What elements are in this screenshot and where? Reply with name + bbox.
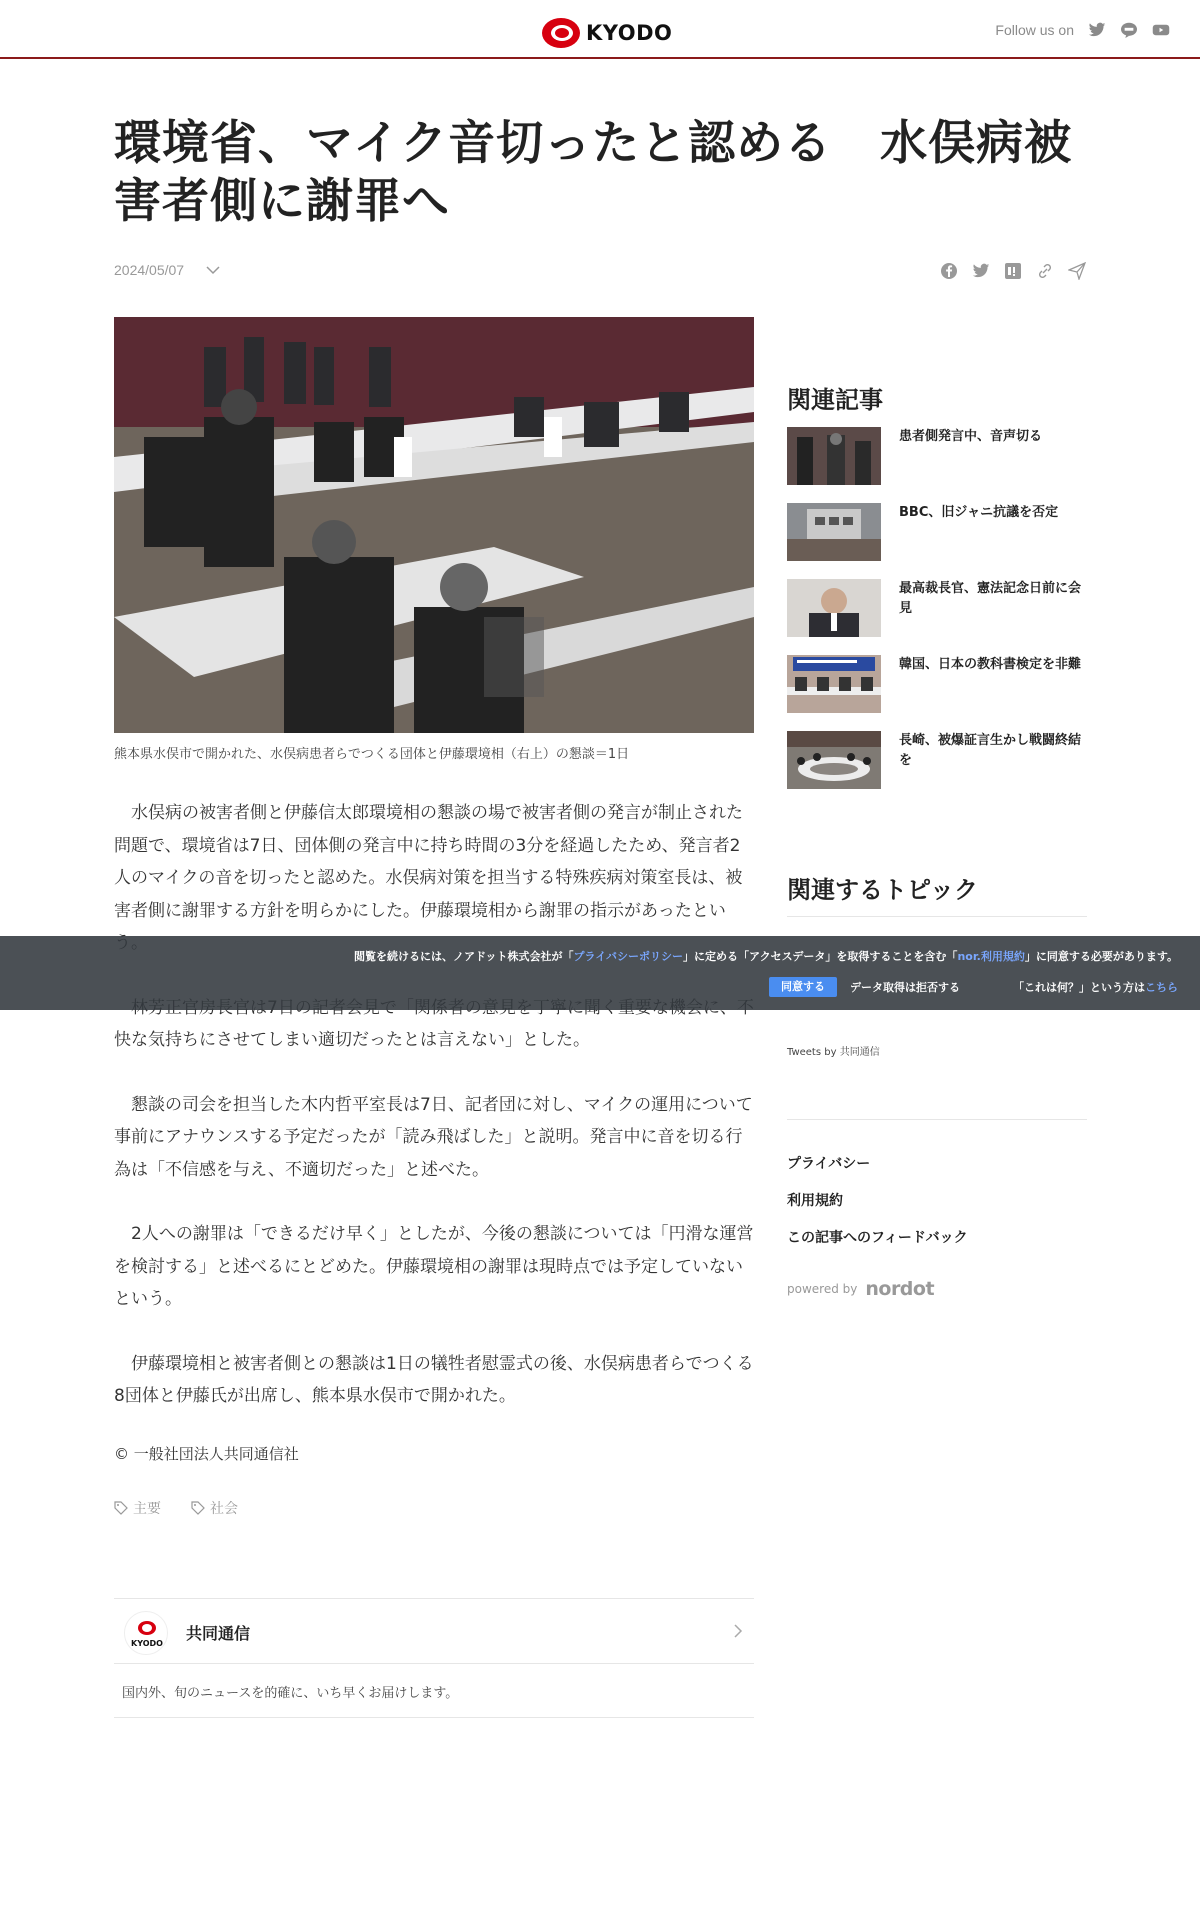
tag-list	[114, 1498, 238, 1518]
article-body	[114, 797, 754, 1445]
article-paragraph: 懇談の司会を担当した木内哲平室長は7日、記者団に対し、マイクの運用について事前にアナウンスする予定だったが「読み飛ばした」と説明。発言中に音を切る行為は「不信感を与え、不適切だった」と述べた。	[114, 1094, 753, 1180]
related-article[interactable]	[787, 503, 1087, 561]
publisher-description: 国内外、旬のニュースを的確に、いち早くお届けします。	[122, 1686, 459, 1701]
refuse-button[interactable]: データ取得は拒否する	[850, 981, 960, 994]
related-title: 長崎、被爆証言生かし戦闘終結を	[899, 733, 1082, 768]
link-icon[interactable]	[1036, 262, 1054, 280]
tag-item[interactable]	[114, 1498, 161, 1518]
article-title: 環境省、マイク音切ったと認める 水俣病被害者側に謝罪へ	[114, 116, 1073, 229]
tag-icon	[191, 1501, 205, 1515]
publisher-logo-text: KYODO	[131, 1639, 163, 1648]
powered-by-label: powered by	[787, 1282, 858, 1296]
follow-us	[995, 22, 1170, 38]
article-paragraph: 伊藤環境相と被害者側との懇談は1日の犠牲者慰霊式の後、水俣病患者らでつくる8団体と伊藤氏が出席し、熊本県水俣市で開かれた。	[114, 1353, 754, 1406]
agree-button[interactable]: 同意する	[769, 977, 837, 997]
kyodo-logo[interactable]	[542, 17, 672, 49]
related-title: 最高裁長官、憲法記念日前に会見	[899, 581, 1082, 616]
tag-label: 主要	[133, 1501, 161, 1517]
youtube-icon[interactable]	[1152, 22, 1170, 38]
related-article[interactable]	[787, 427, 1087, 485]
consent-message	[354, 948, 1178, 964]
kyodo-logo-icon	[542, 18, 580, 48]
what-link[interactable]: こちら	[1145, 981, 1178, 994]
feedback-link[interactable]: この記事へのフィードバック	[787, 1230, 968, 1246]
follow-label: Follow us on	[995, 22, 1074, 38]
site-header	[0, 0, 1200, 59]
related-title: 患者側発言中、音声切る	[899, 429, 1043, 444]
related-thumbnail	[787, 731, 881, 789]
related-title: BBC、旧ジャニ抗議を否定	[899, 505, 1059, 520]
copyright: © 一般社団法人共同通信社	[114, 1445, 299, 1463]
what-is-this	[1013, 979, 1178, 995]
article-paragraph: 2人への謝罪は「できるだけ早く」としたが、今後の懇談については「円滑な運営を検討する」と述べるにとどめた。伊藤環境相の謝罪は現時点では予定していないという。	[114, 1224, 754, 1309]
line-icon[interactable]	[1120, 22, 1138, 38]
related-thumbnail	[787, 655, 881, 713]
publisher-logo	[124, 1611, 168, 1655]
publisher-link[interactable]	[114, 1599, 754, 1664]
logo-text: KYODO	[586, 21, 673, 45]
article-paragraph: 水俣病の被害者側と伊藤信太郎環境相の懇談の場で被害者側の発言が制止された問題で、環境省は7日、団体側の発言中に持ち時間の3分を経過したため、発言者2人のマイクの音を切ったと認めた。水俣病対策を担当する特殊疾病対策室長は、被害者側に謝罪する方針を明らかにした。伊藤環境相から謝罪の指示があったとい	[114, 803, 743, 921]
chevron-right-icon	[732, 1621, 744, 1641]
article-photo	[114, 317, 754, 733]
related-articles-heading: 関連記事	[787, 386, 883, 414]
article-paragraph: 快な気持ちにさせてしまい適切だったとは言えない」とした。	[114, 1030, 590, 1050]
facebook-icon[interactable]	[940, 262, 958, 280]
tag-item[interactable]	[191, 1498, 238, 1518]
chevron-down-icon[interactable]	[206, 262, 220, 278]
consent-text: 」に同意する必要があります。	[1024, 950, 1178, 963]
article-date: 2024/05/07	[114, 262, 185, 278]
related-article[interactable]	[787, 731, 1087, 789]
twitter-icon[interactable]	[1088, 22, 1106, 38]
related-topics-heading: 関連するトピック	[787, 876, 979, 904]
related-thumbnail	[787, 427, 881, 485]
share-bar	[940, 262, 1086, 280]
consent-text: 閲覧を続けるには、ノアドット株式会社が「	[353, 950, 574, 963]
publisher-name: 共同通信	[186, 1624, 251, 1643]
consent-text: 」に定める「アクセスデータ」を取得することを含む「	[682, 950, 958, 963]
divider	[787, 916, 1087, 917]
privacy-policy-link[interactable]: プライバシーポリシー	[573, 950, 683, 963]
tag-icon	[114, 1501, 128, 1515]
consent-banner	[0, 936, 1200, 1010]
hatena-bookmark-icon[interactable]	[1004, 262, 1022, 280]
related-thumbnail	[787, 503, 881, 561]
privacy-link[interactable]: プライバシー	[787, 1156, 871, 1172]
related-thumbnail	[787, 579, 881, 637]
tag-label: 社会	[210, 1501, 238, 1517]
send-icon[interactable]	[1068, 262, 1086, 280]
nordot-logo: nordot	[865, 1278, 935, 1300]
article-meta	[114, 262, 220, 278]
twitter-icon[interactable]	[972, 262, 990, 280]
related-title: 韓国、日本の教科書検定を非難	[899, 657, 1082, 672]
publisher-box	[114, 1598, 754, 1718]
tweets-link[interactable]: Tweets by 共同通信	[787, 1047, 880, 1058]
related-article[interactable]	[787, 655, 1087, 713]
what-label: 「これは何？」という方は	[1013, 981, 1145, 994]
related-article[interactable]	[787, 579, 1087, 637]
powered-by[interactable]	[787, 1278, 934, 1300]
photo-caption: 熊本県水俣市で開かれた、水俣病患者らでつくる団体と伊藤環境相（右上）の懇談＝1日	[114, 747, 630, 762]
terms-link[interactable]: 利用規約	[787, 1193, 843, 1209]
terms-of-use-link[interactable]: nor.利用規約	[957, 950, 1025, 963]
divider	[787, 1119, 1087, 1120]
